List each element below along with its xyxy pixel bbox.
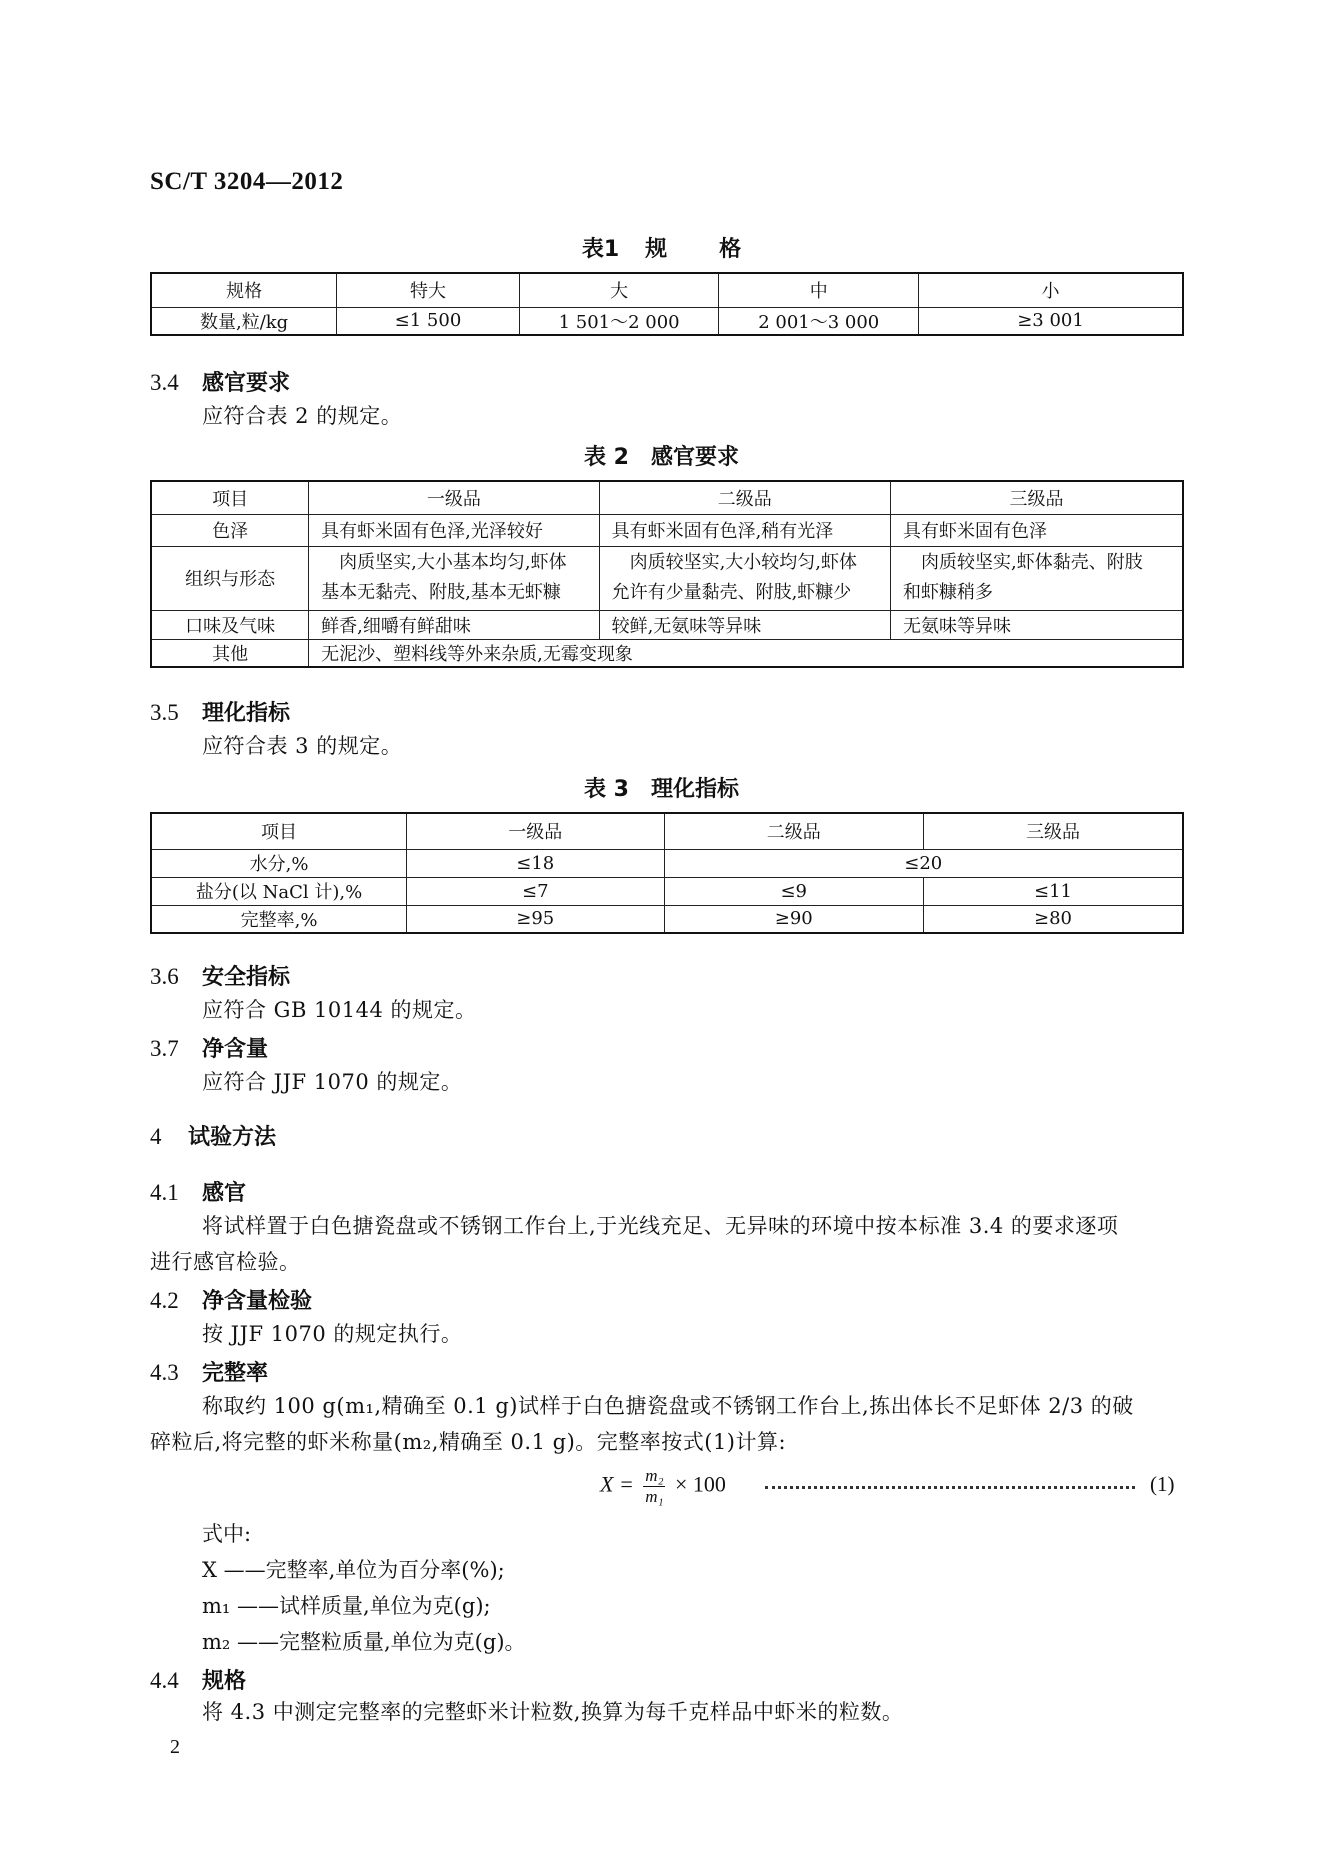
section-3-4-text: 应符合表 2 的规定。 — [202, 404, 403, 428]
table-cell: 二级品 — [664, 813, 923, 849]
section-4-3-text-line2: 碎粒后,将完整的虾米称量(m₂,精确至 0.1 g)。完整率按式(1)计算: — [150, 1430, 787, 1454]
table-cell: 二级品 — [599, 481, 890, 514]
table-row — [151, 877, 1183, 905]
section-3-6-text: 应符合 GB 10144 的规定。 — [202, 998, 477, 1022]
table-cell: 规格 — [151, 273, 337, 307]
formula-leader-dots — [765, 1472, 1135, 1489]
table-cell: 其他 — [151, 639, 309, 667]
table-row — [151, 307, 1183, 335]
table-row — [151, 514, 1183, 546]
table-cell: 鲜香,细嚼有鲜甜味 — [309, 610, 599, 639]
section-3-7-heading: 3.7 净含量 — [150, 1036, 269, 1062]
standard-code: SC/T 3204—2012 — [150, 168, 344, 195]
formula-lhs: X = — [600, 1471, 634, 1497]
table-cell: 肉质较坚实,大小较均匀,虾体 允许有少量黏壳、附肢,虾糠少 — [599, 546, 890, 610]
table-row — [151, 849, 1183, 877]
table2-sensory — [150, 480, 1184, 668]
table-cell: 一级品 — [407, 813, 664, 849]
table-row — [151, 639, 1183, 667]
table-cell: 1 501～2 000 — [519, 307, 719, 335]
table1-spec — [150, 272, 1184, 336]
section-3-7-text: 应符合 JJF 1070 的规定。 — [202, 1070, 463, 1094]
page-number: 2 — [170, 1736, 180, 1758]
table-cell: 大 — [519, 273, 719, 307]
table-cell: 口味及气味 — [151, 610, 309, 639]
table-cell: ≤7 — [407, 877, 664, 905]
section-4-4-heading: 4.4 规格 — [150, 1668, 247, 1694]
section-4-heading: 4 试验方法 — [150, 1124, 277, 1150]
table-cell: 完整率,% — [151, 905, 407, 933]
table-cell: 三级品 — [891, 481, 1184, 514]
section-4-2-heading: 4.2 净含量检验 — [150, 1288, 313, 1314]
section-4-1-text-line2: 进行感官检验。 — [150, 1250, 301, 1274]
section-4-1-text-line1: 将试样置于白色搪瓷盘或不锈钢工作台上,于光线充足、无异味的环境中按本标准 3.4 的要求逐项 — [202, 1214, 1119, 1238]
table-cell: 肉质较坚实,虾体黏壳、附肢 和虾糠稍多 — [891, 546, 1184, 610]
formula-numerator: m₂ — [645, 1466, 664, 1485]
table-cell: ≥95 — [407, 905, 664, 933]
where-label: 式中: — [202, 1522, 252, 1546]
table-cell: 具有虾米固有色泽,稍有光泽 — [599, 514, 890, 546]
table3-caption: 表 3 理化指标 — [584, 777, 739, 802]
section-4-4-text: 将 4.3 中测定完整率的完整虾米计粒数,换算为每千克样品中虾米的粒数。 — [202, 1700, 904, 1724]
table-cell: 项目 — [151, 813, 407, 849]
table-cell: ≤18 — [407, 849, 664, 877]
table-cell: 数量,粒/kg — [151, 307, 337, 335]
table-cell: 水分,% — [151, 849, 407, 877]
table-cell: 组织与形态 — [151, 546, 309, 610]
table-cell: ≤11 — [923, 877, 1183, 905]
table-row — [151, 273, 1183, 307]
table-cell: 具有虾米固有色泽,光泽较好 — [309, 514, 599, 546]
formula-fraction — [643, 1466, 665, 1507]
table-cell: ≥80 — [923, 905, 1183, 933]
table-row — [151, 610, 1183, 639]
definition-m1: m₁ ——试样质量,单位为克(g); — [202, 1594, 491, 1618]
table-cell: 一级品 — [309, 481, 599, 514]
formula-rhs: × 100 — [674, 1471, 726, 1497]
table-cell: ≤20 — [664, 849, 1183, 877]
table2-caption: 表 2 感官要求 — [584, 445, 739, 470]
table-cell: 具有虾米固有色泽 — [891, 514, 1184, 546]
table-cell: ≥3 001 — [919, 307, 1183, 335]
section-4-3-text-line1: 称取约 100 g(m₁,精确至 0.1 g)试样于白色搪瓷盘或不锈钢工作台上,拣出体长不足虾体 2/3 的破 — [202, 1394, 1134, 1418]
table-cell: 2 001～3 000 — [719, 307, 919, 335]
formula-denominator: m₁ — [645, 1487, 664, 1506]
table-cell: ≤9 — [664, 877, 923, 905]
table-cell: 特大 — [337, 273, 520, 307]
section-3-6-heading: 3.6 安全指标 — [150, 964, 291, 990]
table-cell: 无氨味等异味 — [891, 610, 1184, 639]
section-4-1-heading: 4.1 感官 — [150, 1180, 247, 1206]
section-3-5-heading: 3.5 理化指标 — [150, 700, 291, 726]
table-cell: 无泥沙、塑料线等外来杂质,无霉变现象 — [309, 639, 1183, 667]
table-row — [151, 546, 1183, 610]
table-cell: ≥90 — [664, 905, 923, 933]
table-cell: 中 — [719, 273, 919, 307]
table-cell: ≤1 500 — [337, 307, 520, 335]
definition-x: X ——完整率,单位为百分率(%); — [202, 1558, 505, 1582]
formula-1 — [600, 1466, 726, 1507]
table-cell: 三级品 — [923, 813, 1183, 849]
definition-m2: m₂ ——完整粒质量,单位为克(g)。 — [202, 1630, 526, 1654]
section-3-4-heading: 3.4 感官要求 — [150, 370, 291, 396]
table-cell: 小 — [919, 273, 1183, 307]
table-cell: 盐分(以 NaCl 计),% — [151, 877, 407, 905]
table-row — [151, 905, 1183, 933]
table-cell: 较鲜,无氨味等异味 — [599, 610, 890, 639]
formula-number: (1) — [1150, 1472, 1175, 1496]
table-cell: 项目 — [151, 481, 309, 514]
section-4-3-heading: 4.3 完整率 — [150, 1360, 269, 1386]
table3-physchem — [150, 812, 1184, 934]
table-cell: 色泽 — [151, 514, 309, 546]
section-4-2-text: 按 JJF 1070 的规定执行。 — [202, 1322, 463, 1346]
section-3-5-text: 应符合表 3 的规定。 — [202, 734, 403, 758]
table-row — [151, 813, 1183, 849]
table1-caption: 表1 规 格 — [581, 237, 742, 262]
table-row — [151, 481, 1183, 514]
table-cell: 肉质坚实,大小基本均匀,虾体 基本无黏壳、附肢,基本无虾糠 — [309, 546, 599, 610]
